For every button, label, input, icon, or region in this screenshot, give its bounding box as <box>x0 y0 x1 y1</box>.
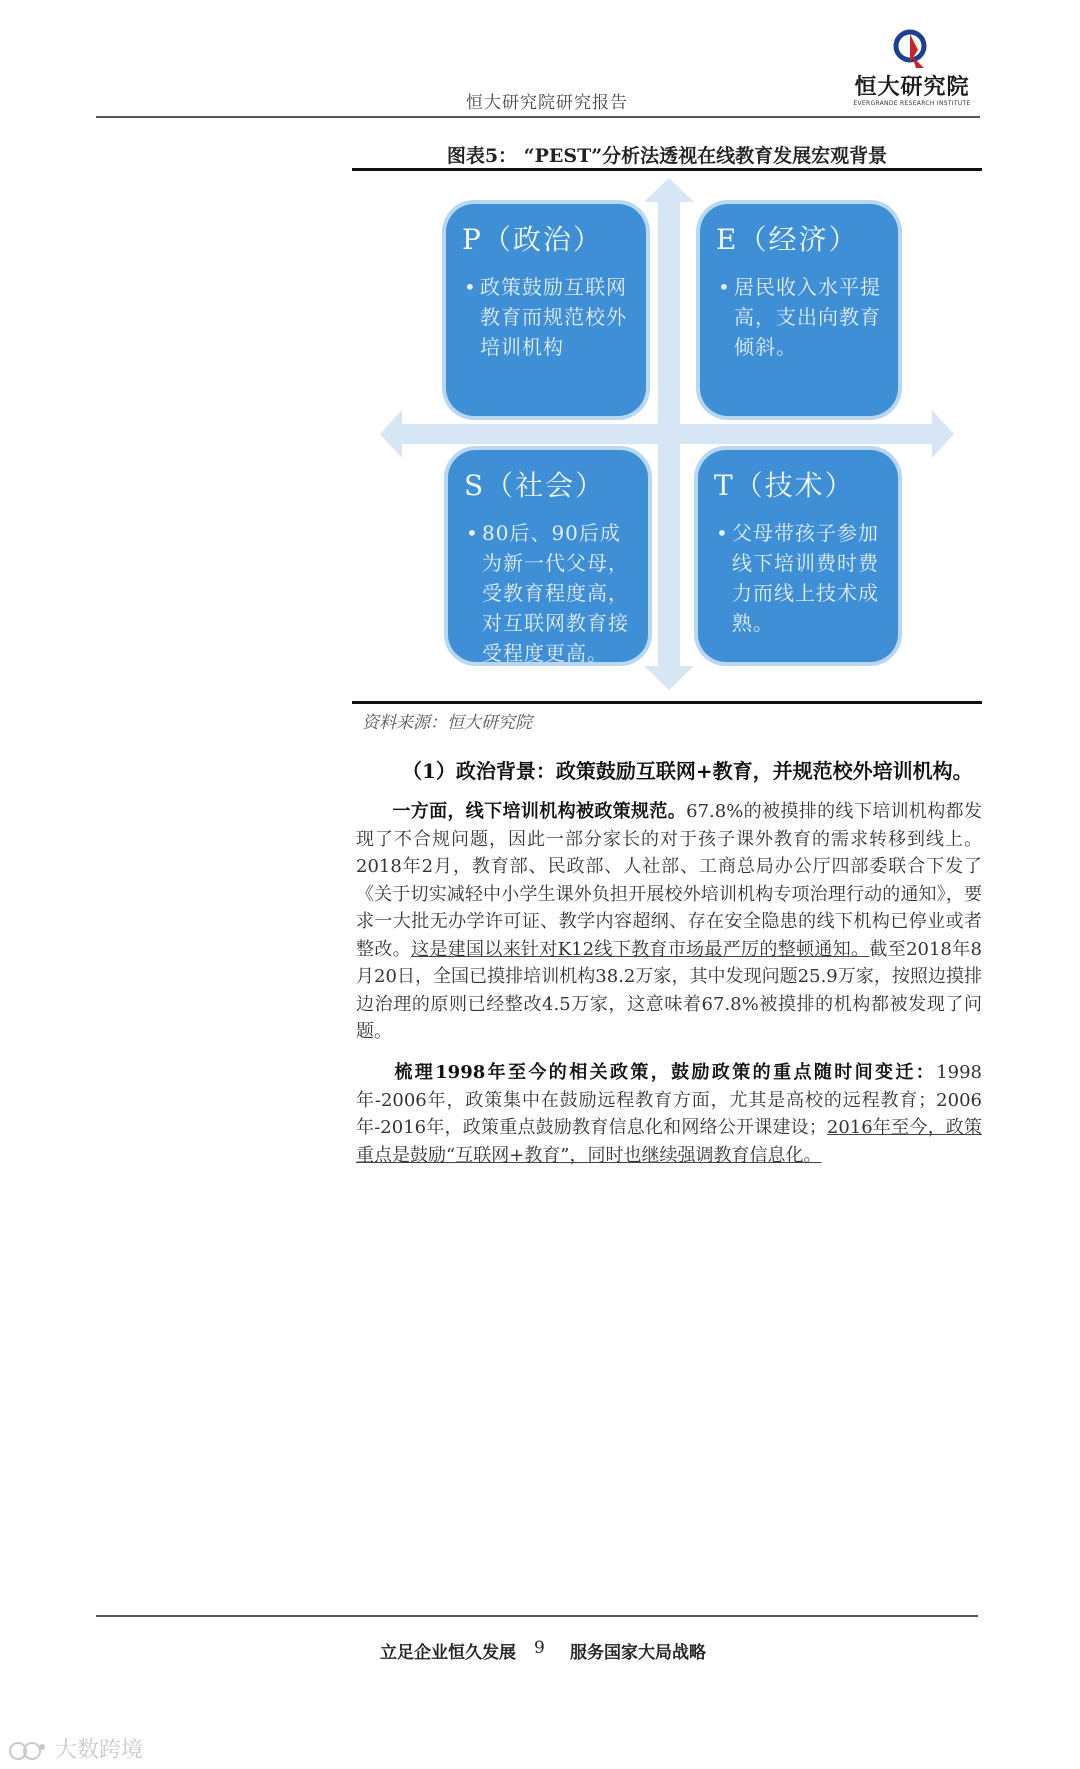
bullet-icon: • <box>464 275 477 299</box>
footer-divider <box>96 1615 978 1617</box>
bullet-icon: • <box>718 275 731 299</box>
quadrant-political <box>446 204 646 416</box>
paragraph-offline-regulation <box>356 798 982 1046</box>
quadrant-economic-title: E（经济） <box>716 223 859 256</box>
figure-bottom-rule <box>352 701 982 704</box>
paragraph-2-underlined: 2016年至今，政策重点是鼓励“互联网+教育”，同时也继续强调教育信息化。 <box>356 1117 983 1166</box>
pest-diagram <box>352 174 982 698</box>
logo-mark-icon <box>890 28 930 70</box>
figure-top-rule <box>352 168 982 171</box>
figure-title: 图表5： “PEST”分析法透视在线教育发展宏观背景 <box>446 145 888 167</box>
quadrant-economic <box>700 204 898 416</box>
paragraph-1-text-a: 67.8%的被摸排的线下培训机构都发现了不合规问题，因此一部分家长的对于孩子课外教育的需求转移到线上。2018年2月，教育部、民政部、人社部、工商总局办公厅四部委联合下发了《关于切实减轻中小学生课外负担开展校外培训机构专项治理行动的通知》，要求一大批无办学许可证、教学内容超纲、存在安全隐患的线下机构已停业或者整改。 <box>356 801 983 960</box>
footer-slogan-right: 服务国家大局战略 <box>570 1643 706 1663</box>
quadrant-technology-title: T（技术） <box>714 469 855 502</box>
quadrant-social-body <box>464 518 632 668</box>
quadrant-political-title: P（政治） <box>462 223 603 256</box>
paragraph-1-text-b: 截至2018年8月20日，全国已摸排培训机构38.2万家，其中发现问题25.9万家，按照边摸排边治理的原则已经整改4.5万家，这意味着67.8%被摸排的机构都被发现了问题。 <box>356 938 983 1042</box>
logo-chinese-text: 恒大研究院 <box>854 75 970 100</box>
quadrant-technology-body <box>714 518 882 638</box>
bullet-icon: • <box>466 521 479 545</box>
watermark-text: 大数跨境 <box>55 1738 144 1763</box>
quadrant-political-text: 政策鼓励互联网教育而规范校外培训机构 <box>480 275 627 359</box>
quadrant-social-text: 80后、90后成为新一代父母，受教育程度高，对互联网教育接受程度更高。 <box>482 521 629 665</box>
quadrant-economic-text: 居民收入水平提高，支出向教育倾斜。 <box>734 275 881 359</box>
bullet-icon: • <box>716 521 729 545</box>
report-header-label: 恒大研究院研究报告 <box>466 93 628 113</box>
quadrant-political-body <box>462 272 630 362</box>
paragraph-2-text-a: 1998年-2006年，政策集中在鼓励远程教育方面，尤其是高校的远程教育；2006年-2016年，政策重点鼓励教育信息化和网络公开课建设； <box>356 1062 982 1138</box>
paragraph-2-lead: 梳理1998年至今的相关政策，鼓励政策的重点随时间变迁： <box>392 1062 937 1083</box>
figure-source: 资料来源：恒大研究院 <box>362 713 532 733</box>
quadrant-technology <box>698 450 898 662</box>
quadrant-technology-text: 父母带孩子参加线下培训费时费力而线上技术成熟。 <box>732 521 879 635</box>
section-heading: （1）政治背景：政策鼓励互联网+教育，并规范校外培训机构。 <box>402 759 973 783</box>
quadrant-economic-body <box>716 272 882 362</box>
paragraph-1-lead: 一方面，线下培训机构被政策规范。 <box>392 801 687 822</box>
quadrant-social <box>448 450 648 665</box>
quadrant-social-title: S（社会） <box>464 469 606 502</box>
page-number: 9 <box>534 1638 545 1658</box>
paragraph-policy-history <box>356 1059 982 1169</box>
watermark-logo-icon <box>8 1739 48 1763</box>
header-divider <box>96 116 980 118</box>
watermark <box>8 1733 143 1764</box>
logo-english-text: EVERGRANDE RESEARCH INSTITUTE <box>853 100 971 107</box>
evergrande-logo <box>852 28 972 114</box>
footer-slogan-left: 立足企业恒久发展 <box>380 1643 516 1663</box>
paragraph-1-underlined: 这是建国以来针对K12线下教育市场最严厉的整顿通知。 <box>411 938 870 960</box>
